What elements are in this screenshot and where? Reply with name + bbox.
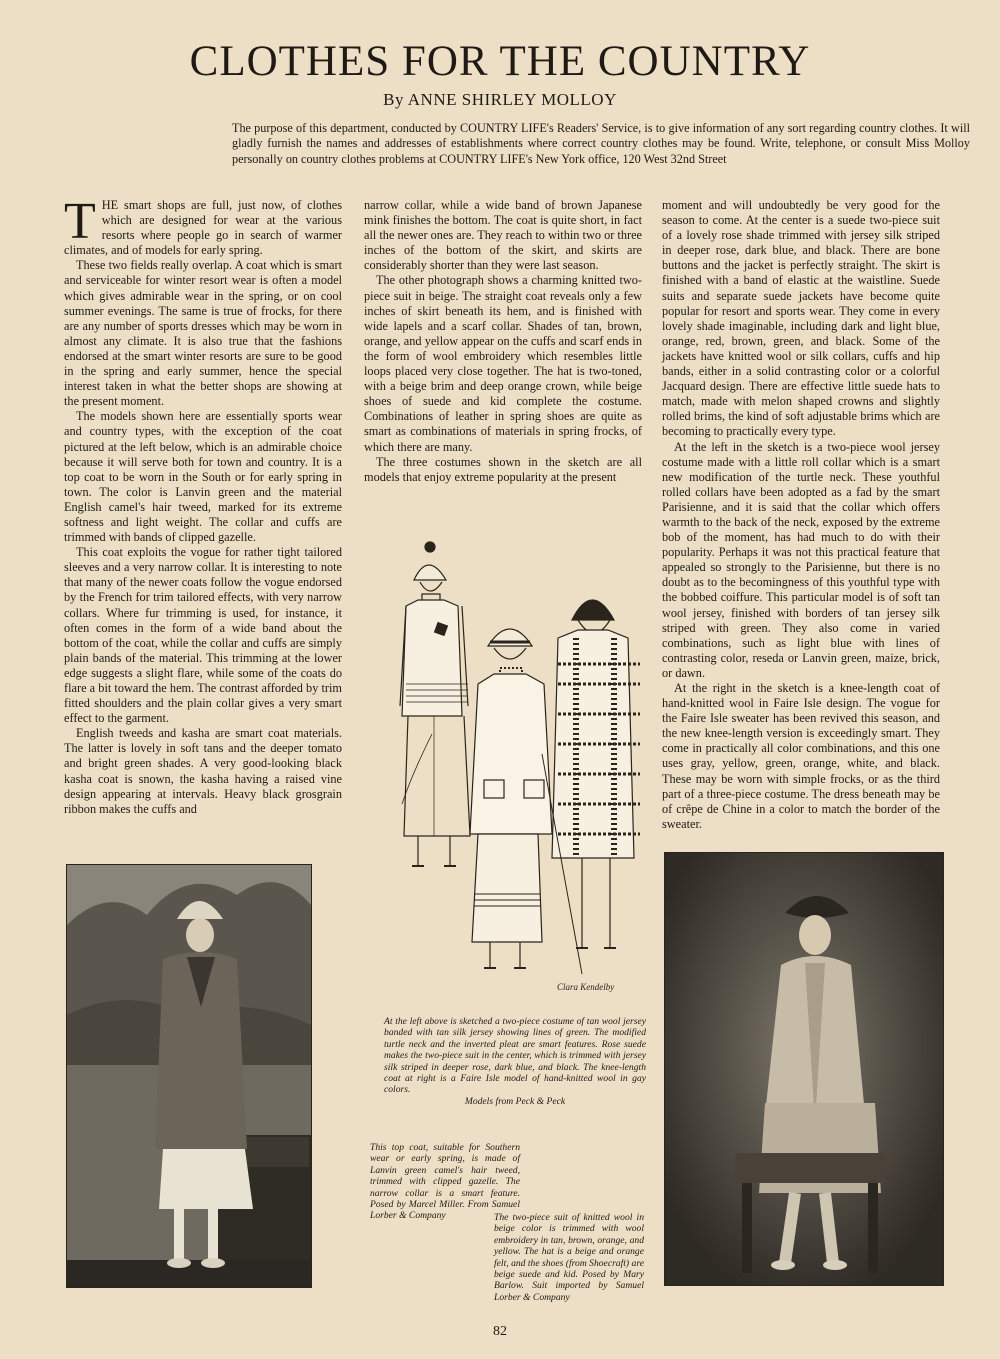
- drop-cap: T: [64, 193, 96, 250]
- sketch-caption-credit: Models from Peck & Peck: [464, 1095, 566, 1107]
- page-number: 82: [493, 1324, 507, 1339]
- sketch-caption-text: At the left above is sketched a two-piece costume of tan wool jersey banded with tan silk jersey showing lines of green. The modified turtle neck and the inverted pleat are smart features. Rose suede makes the two-piece suit in the center, which is trimmed with jersey silk striped in deeper rose, dark blue, and black. The knee-length coat at right is a Faire Isle model of hand-knitted wool in gay colors.: [384, 1016, 646, 1096]
- col2-paragraph-3: The three costumes shown in the sketch are all models that enjoy extreme popularity at the present: [364, 454, 642, 484]
- left-photo-caption: This top coat, suitable for Southern wear or early spring, is made of Lanvin green camel's hair tweed, trimmed with clipped gazelle. The narrow collar is a smart feature. Posed by Marcel Miller. From Samuel Lorber & Company: [370, 1142, 520, 1222]
- col1-paragraph-1: [64, 193, 342, 258]
- col1-paragraph-3: The models shown here are essentially sports wear and country types, with the exception of the coat pictured at the left below, which is an admirable choice because it will serve both for town and country. It is a top coat to be worn in the South or for early spring in town. The color is Lanvin green and the material English camel's hair tweed, marked for its extreme softness and light weight. The collar and cuffs are trimmed with bands of clipped gazelle.: [64, 409, 342, 545]
- col1-p1-text: HE smart shops are full, just now, of clothes which are designed for wear at the various resorts where people go in search of warmer climates, and of models for early spring.: [64, 198, 342, 258]
- sketch-caption: [384, 1016, 646, 1107]
- col3-paragraph-2: At the left in the sketch is a two-piece wool jersey costume made with a little roll collar which is a smart new modification of the turtle neck. These youthful rolled collars have been adopted as a fad by the smart Parisienne, and it is said that the collar which offers warmth to the back of the neck, exposed by the extreme bob of the moment, has had much to do with their popularity. Perhaps it was not this practical feature that appealed so strongly to the Parisienne, but there is no doubt as to the becomingness of this youthful type with the bobbed coiffure. This particular model is of soft tan wool jersey, finished with borders of tan jersey silk striped with green. They also come in varied combinations, such as light blue with lines of contrasting color, reseda or Lanvin green, maize, brick, or dawn.: [662, 439, 940, 680]
- column-1: [64, 193, 342, 817]
- column-2: [364, 198, 642, 485]
- byline: By ANNE SHIRLEY MOLLOY: [383, 90, 617, 109]
- sketch-figure-right: [552, 600, 640, 948]
- article-title: CLOTHES FOR THE COUNTRY: [189, 38, 811, 85]
- col2-paragraph-2: The other photograph shows a charming knitted two-piece suit in beige. The straight coat reveals only a few inches of skirt beneath its hem, and is finished with wide lapels and a scarf collar. Shades of tan, brown, orange, and yellow appear on the cuffs and scarf ends in the form of wool embroidery which resembles little loops placed very close together. The hat is two-toned, with a beige brim and deep orange crown, while beige shoes of suede and kid complete the costume. Combinations of leather in spring shoes are quite as smart as combinations of materials in spring frocks, of which there are many.: [364, 273, 642, 454]
- column-3: [662, 198, 940, 832]
- col2-paragraph-1: narrow collar, while a wide band of brown Japanese mink finishes the bottom. The coat is quite short, in fact all the newer ones are. They reach to within two or three inches of the bottom of the skirt, and skirts are considerably shorter than they were last season.: [364, 198, 642, 273]
- photo-top-coat: [66, 864, 312, 1288]
- col1-paragraph-4: This coat exploits the vogue for rather tight tailored sleeves and a very narrow collar. It is interesting to note that many of the newer coats follow the vogue endorsed by the French for trim tailored effects, with very narrow collars. Where fur trimming is used, for instance, it often comes in the form of a wide band about the bottom of the coat, while the collar and cuffs are simply plain bands of the material. This trimming at the lower edge suggests a slight flare, while some of the coats do flare a bit toward the hem. The contrast afforded by trim fitted shoulders and the plain collar gives a very smart effect to the garment.: [64, 545, 342, 726]
- right-photo-caption: The two-piece suit of knitted wool in beige color is trimmed with wool embroidery in tan, brown, orange, and yellow. The hat is a beige and orange felt, and the shoes (from Shoecraft) are beige suede and kid. Posed by Mary Barlow. Suit imported by Samuel Lorber & Company: [494, 1212, 644, 1303]
- intro-paragraph: The purpose of this department, conducted by COUNTRY LIFE's Readers' Service, is to give information of any sort regarding country clothes. It will gladly furnish the names and addresses of establishments where correct country clothes may be found. Write, telephone, or consult Miss Molloy personally on country clothes problems at COUNTRY LIFE's New York office, 120 West 32nd Street: [232, 121, 970, 166]
- sketch-figure-left: [400, 542, 470, 866]
- fashion-sketch: [392, 514, 644, 1004]
- sketch-signature: Clara Kendelby: [557, 982, 615, 992]
- col1-paragraph-2: These two fields really overlap. A coat which is smart and serviceable for winter resort wear is often a model which gives admirable wear in the spring, or on cool summer evenings. The same is true of frocks, for there are any number of sports dresses which may be worn in almost any climate. It is also true that the fashions endorsed at the smart winter resorts are sure to be good in the spring and early summer, hence the special interest taken in what the better shops are showing at the present moment.: [64, 258, 342, 409]
- col3-paragraph-1: moment and will undoubtedly be very good for the season to come. At the center is a suede two-piece suit of a lovely rose shade trimmed with jersey silk striped in deeper rose, dark blue, and black. There are bone buttons and the jacket is perfectly straight. The skirt is finished with a band of elastic at the waistline. Suede suits and separate suede jackets have become quite popular for resort and sports wear. They come in every lovely shade imaginable, including dark and light blue, orange, red, brown, green, and black. Some of the jackets have knitted wool or silk collars, cuffs and hip bands, either in a solid contrasting color or a colorful Jacquard design. There are effective little suede hats to match, made with melon shaped crowns and slightly rolled brims, the kind of soft adjustable brims which are becoming to practically every type.: [662, 198, 940, 439]
- photo-knitted-suit: [664, 852, 944, 1286]
- col3-paragraph-3: At the right in the sketch is a knee-length coat of hand-knitted wool in Faire Isle design. The vogue for the Faire Isle sweater has been revived this season, and the new knee-length version is exceedingly smart. They come in practically all color combinations, and this one uses gray, yellow, green, orange, white, and black. These may be worn with simple frocks, or as the third part of a three-piece costume. The dress beneath may be of crêpe de Chine in a color to match the border of the sweater.: [662, 681, 940, 831]
- col1-paragraph-5: English tweeds and kasha are smart coat materials. The latter is lovely in soft tans and the deeper tomato and bright green shades. A very good-looking black kasha coat is snown, the kasha having a raised vine design appearing at intervals. Heavy black grosgrain ribbon makes the cuffs and: [64, 726, 342, 816]
